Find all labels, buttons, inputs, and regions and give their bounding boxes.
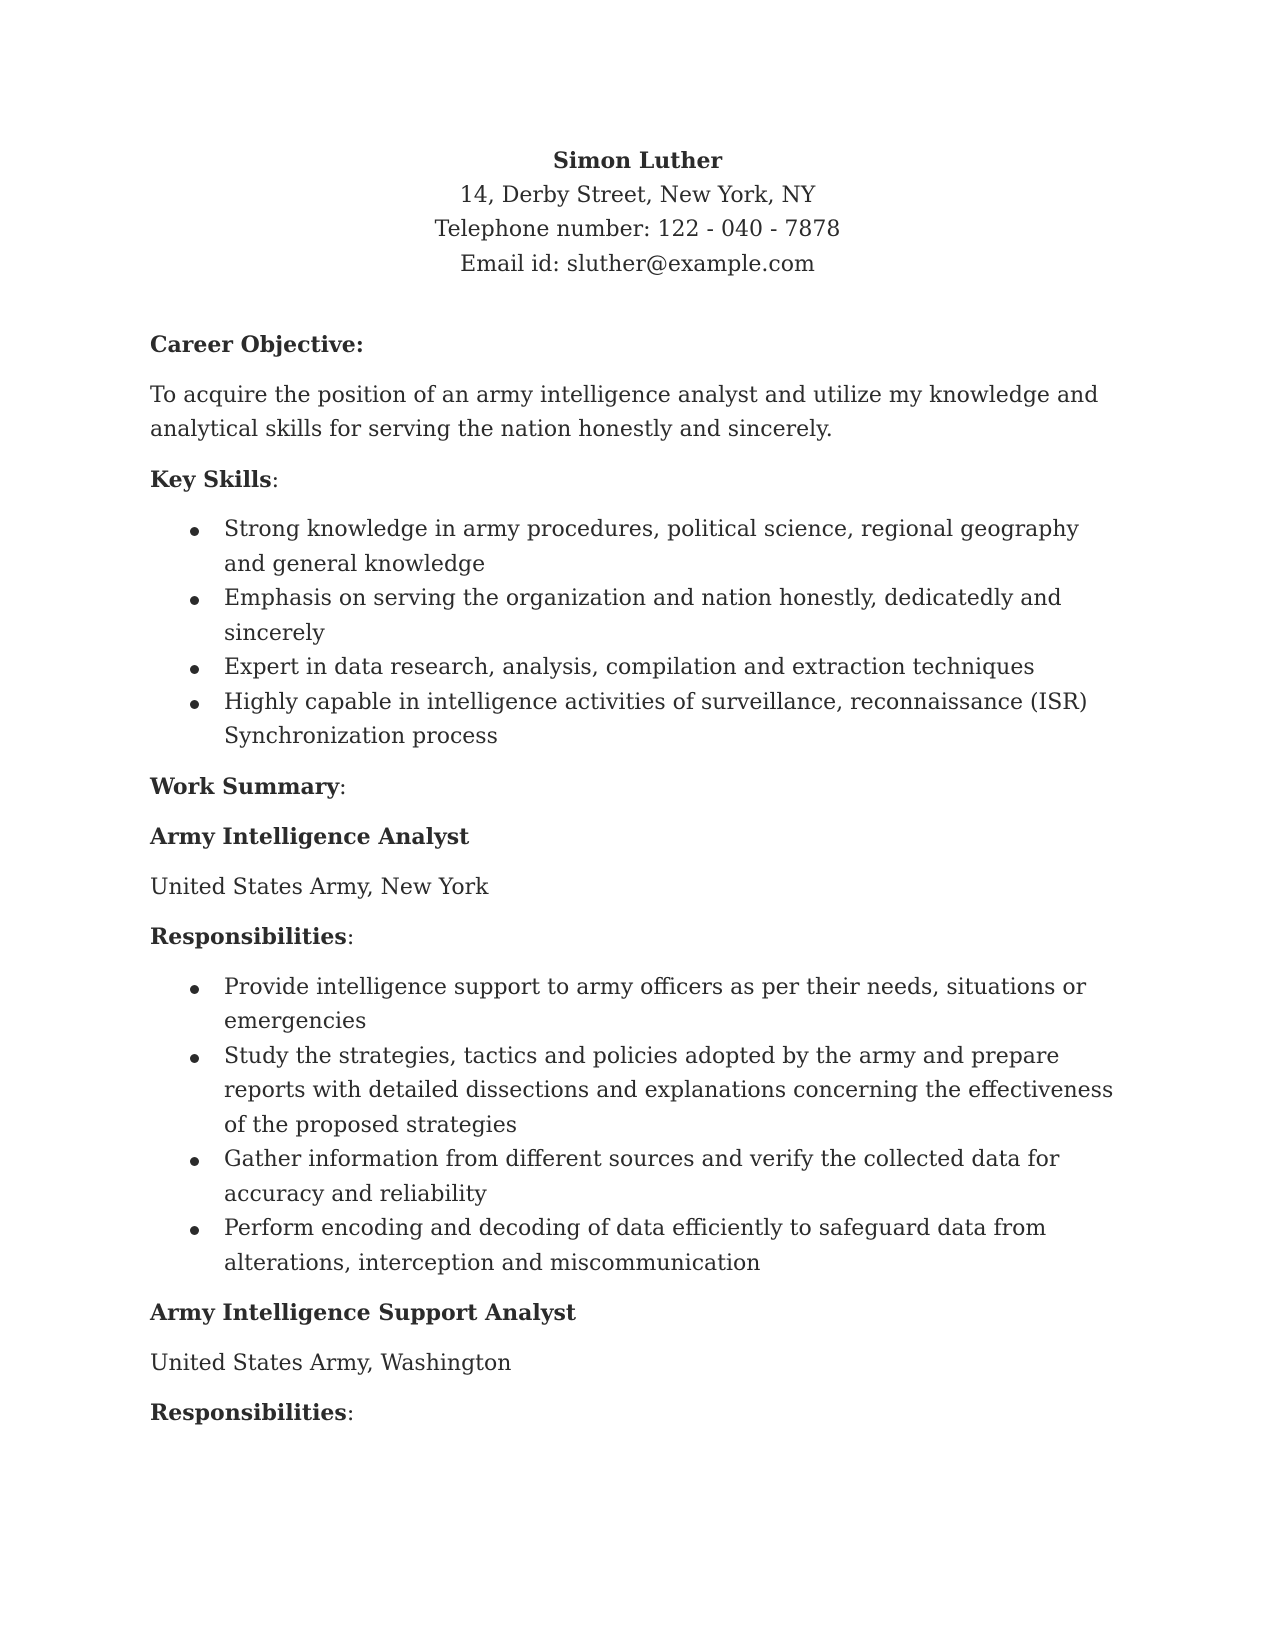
bullet-icon <box>190 596 199 605</box>
responsibilities-heading <box>150 1396 1125 1432</box>
skill-text: Strong knowledge in army procedures, political science, regional geography and general knowledge <box>224 517 1079 577</box>
bullet-icon <box>190 1157 199 1166</box>
list-item <box>150 1143 1125 1212</box>
list-item <box>150 686 1125 755</box>
bullet-icon <box>190 700 199 709</box>
skill-text: Emphasis on serving the organization and nation honestly, dedicatedly and sincerely <box>224 586 1062 646</box>
responsibilities-list <box>150 971 1125 1282</box>
responsibility-text: Gather information from different sources and verify the collected data for accuracy and reliability <box>224 1147 1060 1207</box>
skill-text: Expert in data research, analysis, compilation and extraction techniques <box>224 655 1035 680</box>
list-item <box>150 651 1125 686</box>
responsibilities-heading-text: Responsibilities <box>150 924 347 950</box>
job-employer: United States Army, Washington <box>150 1350 512 1376</box>
work-summary-heading <box>150 770 1125 806</box>
candidate-name: Simon Luther <box>552 148 723 174</box>
bullet-icon <box>190 1054 199 1063</box>
work-summary-heading-text: Work Summary <box>150 773 340 800</box>
list-item <box>150 513 1125 582</box>
bullet-icon <box>190 1226 199 1235</box>
bullet-icon <box>190 985 199 994</box>
work-summary-colon: : <box>339 774 347 800</box>
job-title <box>150 820 1125 856</box>
responsibility-text: Perform encoding and decoding of data efficiently to safeguard data from alterations, interception and miscommunication <box>224 1216 1047 1276</box>
responsibilities-heading-text: Responsibilities <box>150 1400 347 1426</box>
skill-text: Highly capable in intelligence activities of surveillance, reconnaissance (ISR) Synchronization process <box>224 689 1088 749</box>
key-skills-list <box>150 513 1125 755</box>
bullet-icon <box>190 527 199 536</box>
job-employer: United States Army, New York <box>150 874 489 900</box>
address: 14, Derby Street, New York, NY <box>459 182 816 208</box>
contact-header <box>150 144 1125 282</box>
responsibilities-heading <box>150 920 1125 956</box>
telephone: Telephone number: 122 - 040 - 7878 <box>434 217 841 242</box>
responsibilities-colon: : <box>346 925 355 950</box>
responsibilities-colon: : <box>346 1401 355 1426</box>
key-skills-heading <box>150 463 1125 499</box>
career-objective-text: To acquire the position of an army intelligence analyst and utilize my knowledge and analytical skills for serving the nation honestly and sincerely. <box>150 382 1099 442</box>
job-title <box>150 1296 1125 1332</box>
responsibility-text: Study the strategies, tactics and policies adopted by the army and prepare reports with detailed dissections and explanations concerning the effectiveness of the proposed strategies <box>224 1043 1114 1138</box>
key-skills-heading-text: Key Skills <box>150 466 272 493</box>
responsibility-text: Provide intelligence support to army officers as per their needs, situations or emergencies <box>224 974 1087 1034</box>
email: Email id: sluther@example.com <box>460 251 815 277</box>
career-objective-heading <box>150 328 1125 364</box>
list-item <box>150 1212 1125 1281</box>
resume-page <box>150 144 1125 1432</box>
list-item <box>150 582 1125 651</box>
bullet-icon <box>190 665 199 674</box>
job-title-text: Army Intelligence Support Analyst <box>150 1300 577 1326</box>
list-item <box>150 971 1125 1040</box>
job-title-text: Army Intelligence Analyst <box>150 824 470 850</box>
key-skills-colon: : <box>271 467 280 493</box>
career-objective-heading-text: Career Objective: <box>150 332 364 358</box>
list-item <box>150 1040 1125 1144</box>
